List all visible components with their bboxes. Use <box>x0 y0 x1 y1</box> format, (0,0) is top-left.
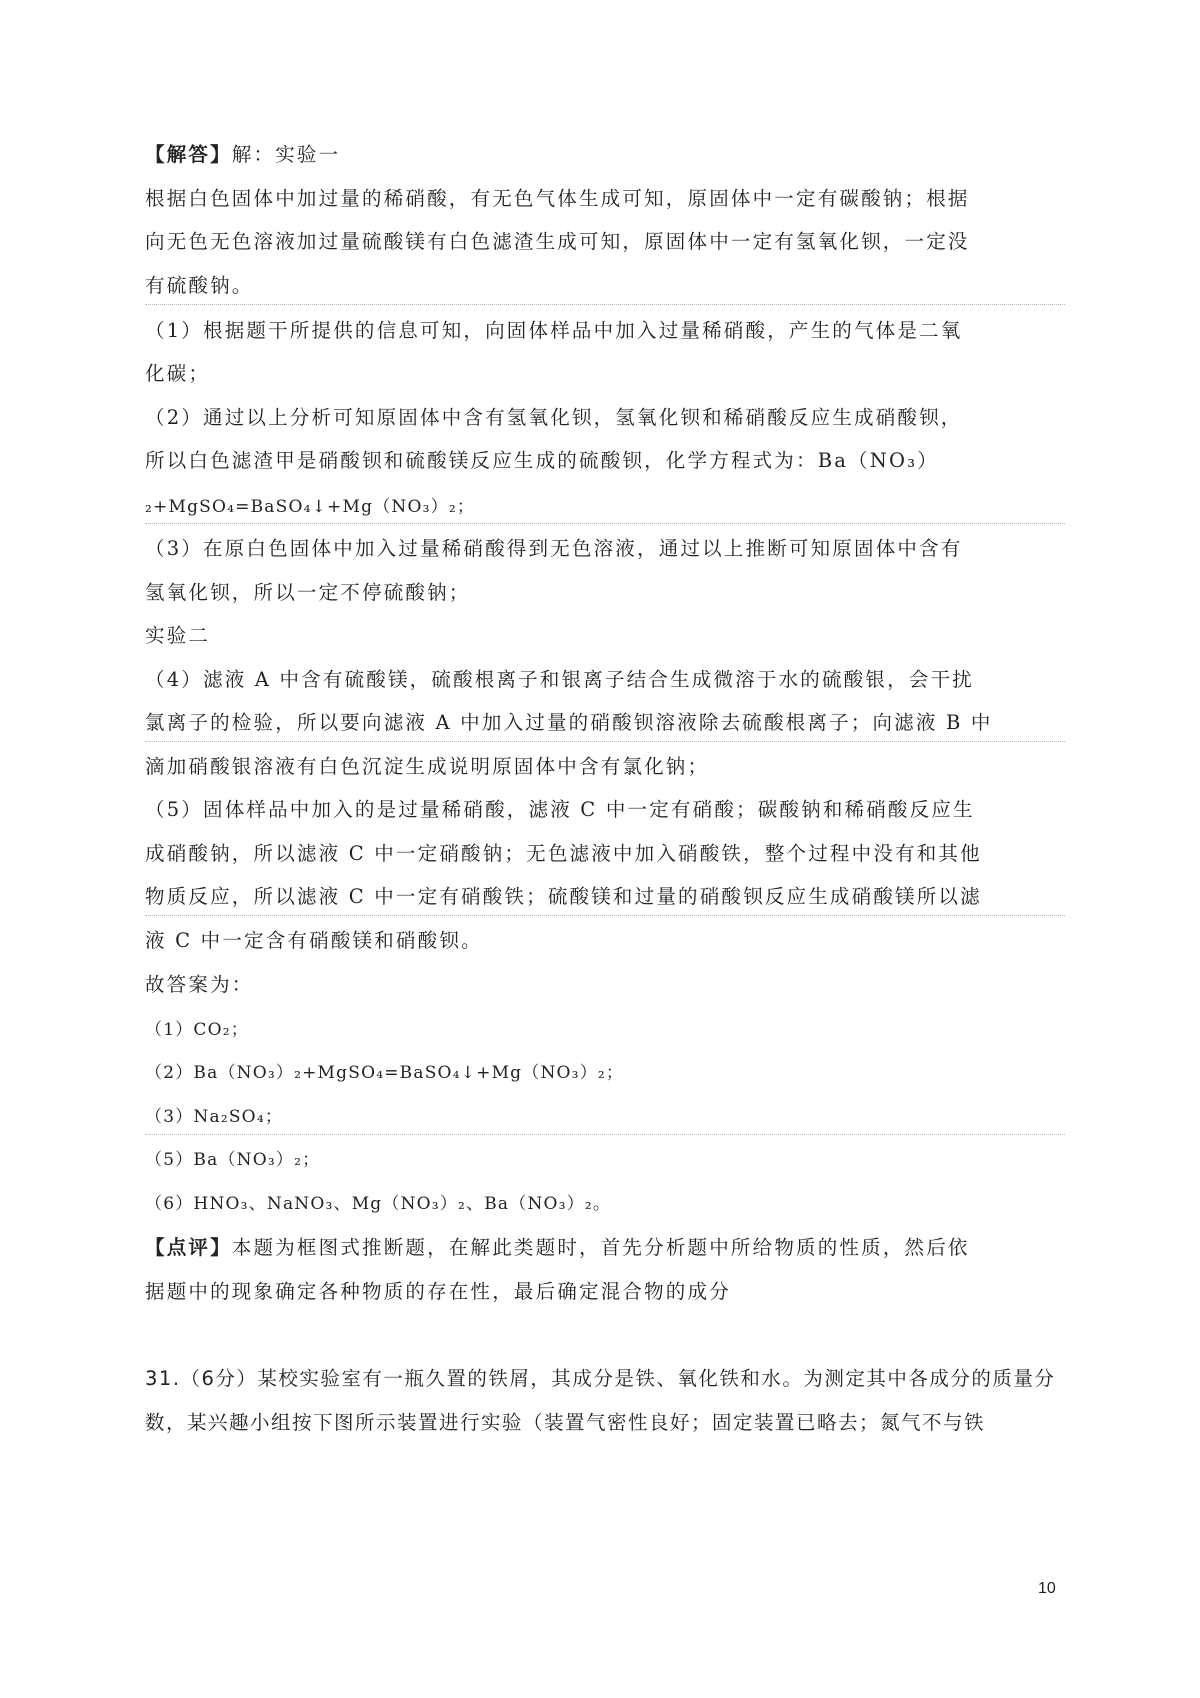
comment-line-1 <box>145 1235 1065 1261</box>
dotted-divider <box>145 1134 1065 1135</box>
text-line: 向无色无色溶液加过量硫酸镁有白色滤渣生成可知，原固体中一定有氢氧化钡，一定没 <box>145 230 970 253</box>
dotted-divider <box>145 915 1065 916</box>
text-line: 滴加硝酸银溶液有白色沉淀生成说明原固体中含有氯化钠； <box>145 755 710 778</box>
text-line: 成硝酸钠，所以滤液 C 中一定硝酸钠；无色滤液中加入硝酸铁，整个过程中没有和其他 <box>145 842 982 865</box>
comment-line-2: 据题中的现象确定各种物质的存在性，最后确定混合物的成分 <box>145 1280 731 1303</box>
answer-tag: 【解答】 <box>145 143 232 166</box>
comment-text: 本题为框图式推断题，在解此类题时，首先分析题中所给物质的性质，然后依 <box>231 1236 970 1259</box>
answer-head-text: 解：实验一 <box>231 143 341 166</box>
final-answer-2: （2）Ba（NO₃）₂+MgSO₄=BaSO₄↓+Mg（NO₃）₂； <box>145 1063 625 1083</box>
text-line: 液 C 中一定含有硝酸镁和硝酸钡。 <box>145 929 483 952</box>
text-line: （5）固体样品中加入的是过量稀硝酸，滤液 C 中一定有硝酸；碳酸钠和稀硝酸反应生 <box>145 798 975 821</box>
text-line: 所以白色滤渣甲是硝酸钡和硫酸镁反应生成的硫酸钡，化学方程式为：Ba（NO₃） <box>145 449 939 472</box>
question-31-line-1: 31.（6分）某校实验室有一瓶久置的铁屑，其成分是铁、氧化铁和水。为测定其中各成分的质量分 <box>145 1367 1056 1390</box>
final-answer-6: （6）HNO₃、NaNO₃、Mg（NO₃）₂、Ba（NO₃）₂。 <box>145 1194 612 1214</box>
experiment-two-label: 实验二 <box>145 624 211 647</box>
equation-line: ₂+MgSO₄=BaSO₄↓+Mg（NO₃）₂； <box>145 497 476 517</box>
comment-tag: 【点评】 <box>145 1236 232 1259</box>
dotted-divider <box>145 304 1065 305</box>
text-line: 有硫酸钠。 <box>145 274 254 297</box>
text-line: （3）在原白色固体中加入过量稀硝酸得到无色溶液，通过以上推断可知原固体中含有 <box>145 537 963 560</box>
text-line: （2）通过以上分析可知原固体中含有氢氧化钡，氢氧化钡和稀硝酸反应生成硝酸钡， <box>145 406 963 429</box>
text-line: 氯离子的检验，所以要向滤液 A 中加入过量的硝酸钡溶液除去硫酸根离子；向滤液 B 中 <box>145 711 993 734</box>
final-answer-1: （1）CO₂； <box>145 1020 249 1040</box>
dotted-divider <box>145 741 1065 742</box>
page-number: 10 <box>1038 1580 1056 1597</box>
text-line: 物质反应，所以滤液 C 中一定有硝酸铁；硫酸镁和过量的硝酸钡反应生成硝酸镁所以滤 <box>145 885 982 908</box>
text-line: 化碳； <box>145 362 211 385</box>
text-line: （4）滤液 A 中含有硫酸镁，硫酸根离子和银离子结合生成微溶于水的硫酸银，会干扰 <box>145 668 974 691</box>
final-answer-3: （3）Na₂SO₄； <box>145 1107 284 1127</box>
text-line: 氢氧化钡，所以一定不停硫酸钠； <box>145 581 471 604</box>
answer-heading <box>145 142 1065 168</box>
final-answer-5: （5）Ba（NO₃）₂； <box>145 1150 321 1170</box>
question-31-line-2: 数，某兴趣小组按下图所示装置进行实验（装置气密性良好；固定装置已略去；氮气不与铁 <box>145 1411 986 1434</box>
text-line: 根据白色固体中加过量的稀硝酸，有无色气体生成可知，原固体中一定有碳酸钠；根据 <box>145 187 970 210</box>
text-line: （1）根据题干所提供的信息可知，向固体样品中加入过量稀硝酸，产生的气体是二氧 <box>145 319 963 342</box>
final-answer-heading: 故答案为： <box>145 973 254 996</box>
dotted-divider <box>145 523 1065 524</box>
